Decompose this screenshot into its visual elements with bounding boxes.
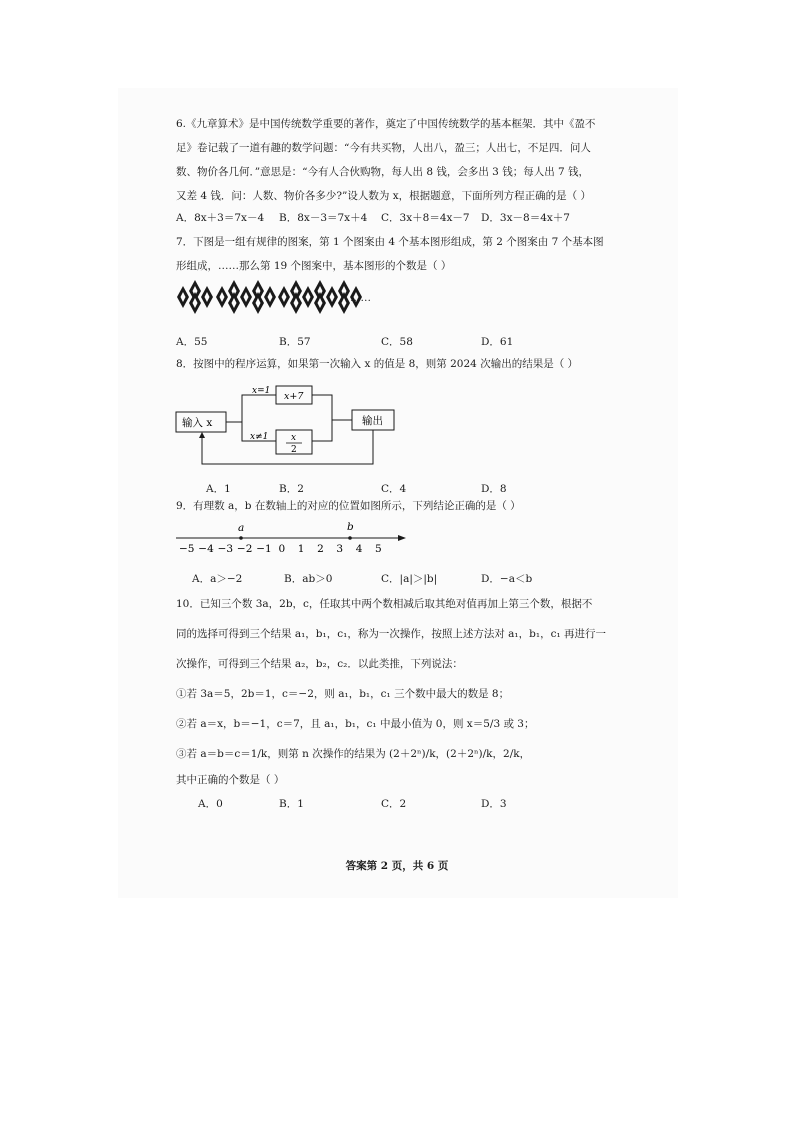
axis-tick-label: 2 [317, 543, 324, 555]
q10-statement-3: ③若 a＝b＝c＝1/k，则第 n 次操作的结果为 (2＋2ⁿ)/k，(2＋2ⁿ)/k，2/k， [176, 748, 531, 760]
q9-options [176, 571, 596, 591]
axis-tick-label: 0 [278, 543, 286, 555]
question-6 [176, 112, 596, 208]
q8-option-a[interactable]: A．1 [206, 483, 231, 495]
q9-option-b[interactable]: B．ab＞0 [284, 573, 333, 585]
input-label: 输入 x [182, 417, 213, 429]
q7-option-a[interactable]: A．55 [176, 336, 208, 348]
q7-line-1: 7．下图是一组有规律的图案，第 1 个图案由 4 个基本图形组成，第 2 个图案由 7 个基本图 [176, 236, 604, 248]
q6-option-b[interactable]: B．8x－3＝7x＋4 [279, 212, 368, 224]
point-a-label: a [238, 522, 245, 534]
q7-line-2: 形组成，……那么第 19 个图案中，基本图形的个数是（ ） [176, 260, 452, 272]
point-b-dot [348, 536, 352, 540]
q10-options [176, 796, 596, 816]
q9-line: 9．有理数 a，b 在数轴上的对应的位置如图所示，下列结论正确的是（ ） [176, 500, 521, 512]
axis-tick-label: 4 [355, 543, 363, 555]
question-7 [176, 230, 604, 278]
q10-option-b[interactable]: B．1 [279, 798, 304, 810]
q10-option-c[interactable]: C．2 [381, 798, 407, 810]
q8-line: 8．按图中的程序运算，如果第一次输入 x 的值是 8，则第 2024 次输出的结果是（ ） [176, 358, 579, 370]
q9-option-c[interactable]: C．|a|＞|b| [381, 573, 438, 585]
flowchart [172, 380, 412, 470]
point-b-label: b [347, 521, 354, 533]
question-8 [176, 352, 596, 376]
q7-option-d[interactable]: D．61 [481, 336, 514, 348]
page-footer: 答案第 2 页，共 6 页 [345, 860, 449, 872]
q10-statement-1: ①若 3a＝5，2b＝1，c＝−2，则 a₁，b₁，c₁ 三个数中最大的数是 8； [176, 688, 510, 700]
condition-not-equal: x≠1 [250, 432, 269, 442]
q10-option-d[interactable]: D．3 [481, 798, 507, 810]
pattern-2 [216, 280, 276, 314]
number-line [172, 518, 412, 558]
q10-line-2: 同的选择可得到三个结果 a₁，b₁，c₁，称为一次操作，按照上述方法对 a₁，b₁，c₁ 再进行一 [176, 628, 606, 640]
pattern-ellipsis: …… [350, 292, 371, 304]
q10-statement-2: ②若 a＝x，b＝−1，c＝7，且 a₁，b₁，c₁ 中最小值为 0，则 x＝5/3 或 3； [176, 718, 535, 730]
question-9 [176, 494, 596, 518]
axis-tick-label: 1 [297, 543, 305, 555]
output-label: 输出 [362, 415, 383, 427]
q6-line-4: 又差 4 钱．问：人数、物价各多少?”设人数为 x，根据题意，下面所列方程正确的是（ ） [176, 190, 591, 202]
q7-option-c[interactable]: C．58 [381, 336, 413, 348]
fraction-numerator: x [291, 433, 297, 443]
q7-option-b[interactable]: B．57 [279, 336, 311, 348]
q6-option-c[interactable]: C．3x＋8＝4x－7 [381, 212, 470, 224]
pattern-1 [177, 280, 213, 314]
q6-line-3: 数、物价各几何．”意思是：“今有人合伙购物，每人出 8 钱，会多出 3 钱；每人出 7 钱， [176, 166, 590, 178]
q8-option-b[interactable]: B．2 [279, 483, 304, 495]
q10-option-a[interactable]: A．0 [198, 798, 223, 810]
axis-tick-label: 3 [336, 543, 344, 555]
q9-option-a[interactable]: A．a＞−2 [192, 573, 243, 585]
q6-options [176, 210, 596, 230]
q6-line-2: 足》卷记载了一道有趣的数学问题：“今有共买物，人出八，盈三；人出七，不足四．问人 [176, 142, 591, 154]
q9-option-d[interactable]: D．−a＜b [481, 573, 533, 585]
q6-option-d[interactable]: D．3x－8＝4x＋7 [481, 212, 570, 224]
pattern-figure [174, 280, 374, 320]
axis-tick-label: −5 [179, 543, 195, 555]
axis-tick-label: −1 [256, 543, 272, 555]
q7-options [176, 334, 596, 354]
axis-tick-label: −3 [217, 543, 234, 555]
q8-option-c[interactable]: C．4 [381, 483, 407, 495]
q10-line-1: 10．已知三个数 3a，2b，c，任取其中两个数相减后取其绝对值再加上第三个数，根据不 [176, 598, 593, 610]
q8-option-d[interactable]: D．8 [481, 483, 507, 495]
q6-option-a[interactable]: A．8x＋3＝7x－4 [176, 212, 265, 224]
point-a-dot [239, 536, 243, 540]
add-seven-label: x+7 [284, 391, 304, 402]
axis-tick-label: 5 [375, 543, 382, 555]
question-10 [176, 592, 606, 792]
q10-line-3: 次操作，可得到三个结果 a₂，b₂，c₂．以此类推，下列说法： [176, 658, 463, 670]
q6-line-1: 6.《九章算术》是中国传统数学重要的著作，奠定了中国传统数学的基本框架．其中《盈不 [176, 118, 596, 130]
axis-tick-label: −2 [236, 543, 253, 555]
fraction-denominator: 2 [291, 445, 297, 455]
condition-equal: x=1 [252, 386, 271, 396]
axis-tick-label: −4 [198, 543, 214, 555]
q10-question: 其中正确的个数是（ ） [176, 774, 285, 786]
